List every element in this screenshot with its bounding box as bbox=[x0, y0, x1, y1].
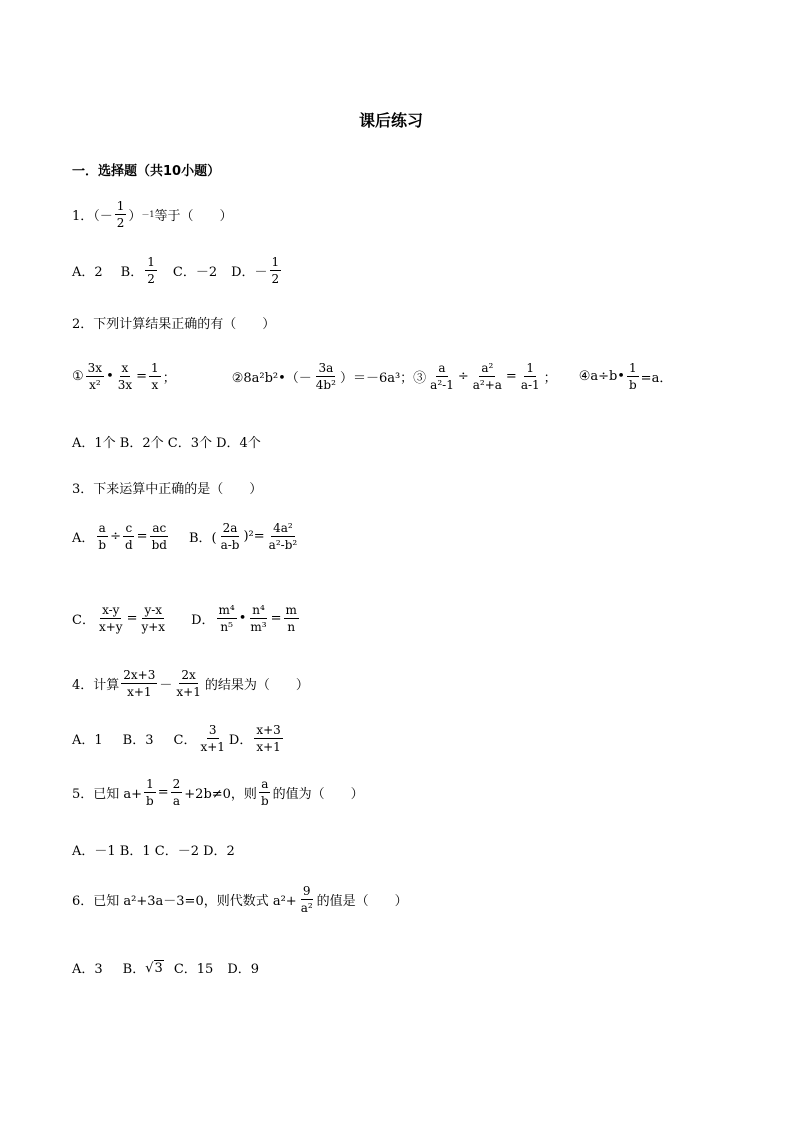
q2-i1-frac3 bbox=[149, 362, 161, 391]
q1-option-d-frac bbox=[270, 256, 282, 285]
q6-option-a: A．3 bbox=[72, 962, 103, 977]
q1-tail: 等于（ ） bbox=[154, 209, 233, 224]
q3-d-n3: m bbox=[285, 603, 297, 617]
q2-i1-frac1 bbox=[86, 362, 104, 391]
q2-options: A．1个 B．2个 C．3个 D．4个 bbox=[72, 436, 261, 451]
q3-c-d1: x+y bbox=[98, 620, 123, 634]
q2-i3-n2: a² bbox=[481, 361, 494, 375]
q2-i3-div: ÷ bbox=[457, 369, 469, 384]
q3-c-n1: x-y bbox=[102, 603, 120, 617]
q1-fraction bbox=[115, 200, 127, 229]
q2-i3-n1: a bbox=[438, 361, 446, 375]
q6-option-d: D．9 bbox=[227, 962, 260, 977]
q3-c-d2: y+x bbox=[141, 620, 166, 634]
q3-a-frac2 bbox=[123, 522, 135, 551]
q2-i3-d3: a-1 bbox=[520, 378, 540, 392]
q5-post: 的值为（ ） bbox=[272, 787, 364, 802]
q2-i1-n1: 3x bbox=[87, 361, 103, 375]
q1-num: 1 bbox=[116, 199, 125, 213]
q2-i1-d1: x² bbox=[89, 378, 101, 392]
q2-items bbox=[72, 362, 672, 391]
q3-c-eq: = bbox=[126, 611, 138, 626]
q5-options: A．－1 B．1 C．－2 D．2 bbox=[72, 844, 235, 859]
q2-i1-eq: = bbox=[136, 369, 148, 384]
q5-frac3 bbox=[259, 778, 271, 807]
q3-option-d-label: D． bbox=[191, 613, 215, 628]
q2-i1-dot: • bbox=[106, 369, 114, 384]
q1-b-den: 2 bbox=[147, 272, 155, 286]
q3-d-frac3 bbox=[284, 604, 299, 633]
q6-pre: 6．已知 a²+3a－3=0，则代数式 a²+ bbox=[72, 894, 297, 909]
question-2: 2．下列计算结果正确的有（ ） bbox=[72, 317, 276, 332]
q2-i2-d: 4b² bbox=[315, 378, 336, 392]
q4-option-d-label: D． bbox=[228, 733, 253, 748]
q6-n: 9 bbox=[302, 884, 311, 898]
q2-i1-end: ； bbox=[162, 371, 176, 386]
q3-a-div: ÷ bbox=[110, 529, 121, 544]
sqrt-icon: √ bbox=[145, 960, 154, 976]
q5-mid: +2b≠0，则 bbox=[184, 787, 257, 802]
q3-a-frac1 bbox=[96, 522, 108, 551]
q2-i1-n3: 1 bbox=[151, 361, 159, 375]
q4-option-c-label: C． bbox=[173, 733, 197, 748]
q1-option-c: C．－2 bbox=[172, 265, 218, 280]
q4-d1: x+1 bbox=[127, 685, 152, 699]
q3-d-frac1 bbox=[217, 604, 237, 633]
q4-options bbox=[72, 724, 285, 753]
q2-i4-d: b bbox=[628, 378, 637, 392]
q4-frac1 bbox=[121, 669, 157, 698]
q4-post: 的结果为（ ） bbox=[204, 678, 309, 693]
q4-d2: x+1 bbox=[176, 685, 201, 699]
q3-a-frac3 bbox=[150, 522, 169, 551]
q4-pre: 4．计算 bbox=[72, 678, 120, 693]
q4-option-a: A．1 bbox=[72, 733, 103, 748]
q2-item2-label: ②8a²b²•（－ bbox=[231, 371, 312, 386]
q3-b-frac2 bbox=[267, 522, 300, 551]
question-3: 3．下来运算中正确的是（ ） bbox=[72, 482, 263, 497]
q4-frac2 bbox=[174, 669, 202, 698]
q3-b-exp: )²= bbox=[243, 529, 265, 544]
q2-i4-end: =a． bbox=[640, 371, 673, 386]
q3-b-n1: 2a bbox=[222, 521, 238, 535]
q1-d-num: 1 bbox=[271, 255, 280, 269]
q2-i3-frac2 bbox=[471, 362, 504, 391]
question-6 bbox=[72, 885, 408, 914]
q5-frac2 bbox=[171, 778, 183, 807]
q5-n1: 1 bbox=[146, 777, 154, 791]
question-5 bbox=[72, 778, 364, 807]
q5-d3: b bbox=[260, 794, 269, 808]
q2-i1-d2: 3x bbox=[117, 378, 133, 392]
q3-d-d3: n bbox=[287, 620, 296, 634]
q3-d-d2: m³ bbox=[250, 620, 267, 634]
q3-a-eq: = bbox=[136, 529, 148, 544]
q1-option-b-frac bbox=[145, 256, 157, 285]
q5-pre: 5．已知 a+ bbox=[72, 787, 143, 802]
q5-eq: = bbox=[157, 785, 169, 800]
q2-i3-n3: 1 bbox=[526, 361, 535, 375]
q2-i2-n: 3a bbox=[318, 361, 334, 375]
q4-d-frac bbox=[254, 724, 282, 753]
q3-d-eq: = bbox=[270, 611, 282, 626]
q3-a-n1: a bbox=[98, 521, 106, 535]
q3-option-a-label: A． bbox=[72, 531, 95, 546]
q3-b-n2: 4a² bbox=[273, 521, 293, 535]
q2-i1-n2: x bbox=[121, 361, 129, 375]
q4-c-frac bbox=[198, 724, 226, 753]
q1-den: 2 bbox=[116, 216, 125, 230]
section-heading: 一．选择题（共10小题） bbox=[72, 164, 221, 179]
q1-options bbox=[72, 256, 283, 285]
q5-n2: 2 bbox=[172, 777, 181, 791]
q3-option-b-label: B．( bbox=[188, 531, 217, 546]
q4-d-n: x+3 bbox=[256, 723, 281, 737]
q3-a-d1: b bbox=[98, 538, 107, 552]
q4-d-d: x+1 bbox=[256, 740, 281, 754]
q4-c-d: x+1 bbox=[200, 740, 225, 754]
q3-c-n2: y-x bbox=[144, 603, 163, 617]
q3-a-d2: d bbox=[124, 538, 133, 552]
q3-c-frac1 bbox=[97, 604, 125, 633]
q2-item4-label: ④a÷b• bbox=[578, 369, 625, 384]
q3-d-frac2 bbox=[248, 604, 268, 633]
q2-i1-frac2 bbox=[116, 362, 134, 391]
q2-i2-end: ）＝－6a³；③ bbox=[339, 371, 427, 386]
q6-sqrt bbox=[145, 960, 164, 976]
q2-i3-d2: a²+a bbox=[472, 378, 502, 392]
q3-a-d3: bd bbox=[151, 538, 167, 552]
q5-d2: a bbox=[172, 794, 181, 808]
q6-frac bbox=[299, 885, 315, 914]
q1-d-den: 2 bbox=[271, 272, 280, 286]
question-1 bbox=[72, 200, 233, 229]
q3-a-n3: ac bbox=[152, 521, 167, 535]
q4-n1: 2x+3 bbox=[123, 668, 156, 682]
q1-option-d: D．－ bbox=[231, 265, 268, 280]
q1-stem-post: ） bbox=[128, 209, 142, 224]
q2-i4-frac bbox=[627, 362, 639, 391]
q6-option-b-label: B． bbox=[122, 962, 146, 977]
q5-d1: b bbox=[146, 794, 154, 808]
question-4 bbox=[72, 669, 309, 698]
q1-stem-pre: 1．（－ bbox=[72, 209, 113, 224]
q2-i3-eq: = bbox=[505, 369, 517, 384]
q4-n2: 2x bbox=[181, 668, 196, 682]
q2-i4-n: 1 bbox=[629, 361, 637, 375]
q6-radicand: 3 bbox=[154, 960, 163, 976]
q3-c-frac2 bbox=[139, 604, 167, 633]
q3-option-c-label: C． bbox=[72, 613, 95, 628]
q2-i2-frac bbox=[314, 362, 338, 391]
q5-frac1 bbox=[144, 778, 156, 807]
q4-option-b: B．3 bbox=[122, 733, 154, 748]
q2-i3-end: ； bbox=[543, 371, 557, 386]
q3-options-cd bbox=[72, 604, 301, 633]
page-title: 课后练习 bbox=[359, 111, 424, 130]
q3-d-d1: n⁵ bbox=[220, 620, 233, 634]
q4-minus: － bbox=[159, 678, 173, 693]
q2-i3-frac3 bbox=[519, 362, 542, 391]
q3-a-n2: c bbox=[125, 521, 133, 535]
q1-exponent: －1 bbox=[141, 210, 155, 219]
q2-item1-label: ① bbox=[72, 369, 84, 384]
q6-d: a² bbox=[300, 901, 313, 915]
q6-options bbox=[72, 958, 259, 977]
q3-options-ab bbox=[72, 522, 301, 551]
q3-d-n2: n⁴ bbox=[252, 603, 265, 617]
q1-option-a: A．2 bbox=[72, 265, 103, 280]
q4-c-n: 3 bbox=[208, 723, 217, 737]
q3-b-frac1 bbox=[219, 522, 242, 551]
q2-i1-d3: x bbox=[151, 378, 159, 392]
q3-b-d1: a-b bbox=[220, 538, 240, 552]
q3-b-d2: a²-b² bbox=[268, 538, 298, 552]
q3-d-n1: m⁴ bbox=[218, 603, 235, 617]
q2-i3-frac1 bbox=[428, 362, 456, 391]
q1-b-num: 1 bbox=[147, 255, 155, 269]
q1-option-b: B． bbox=[120, 265, 144, 280]
q5-n3: a bbox=[261, 777, 269, 791]
q3-d-dot: • bbox=[238, 611, 247, 626]
q6-post: 的值是（ ） bbox=[316, 894, 408, 909]
q2-i3-d1: a²-1 bbox=[430, 378, 454, 392]
q6-option-c: C．15 bbox=[173, 962, 214, 977]
